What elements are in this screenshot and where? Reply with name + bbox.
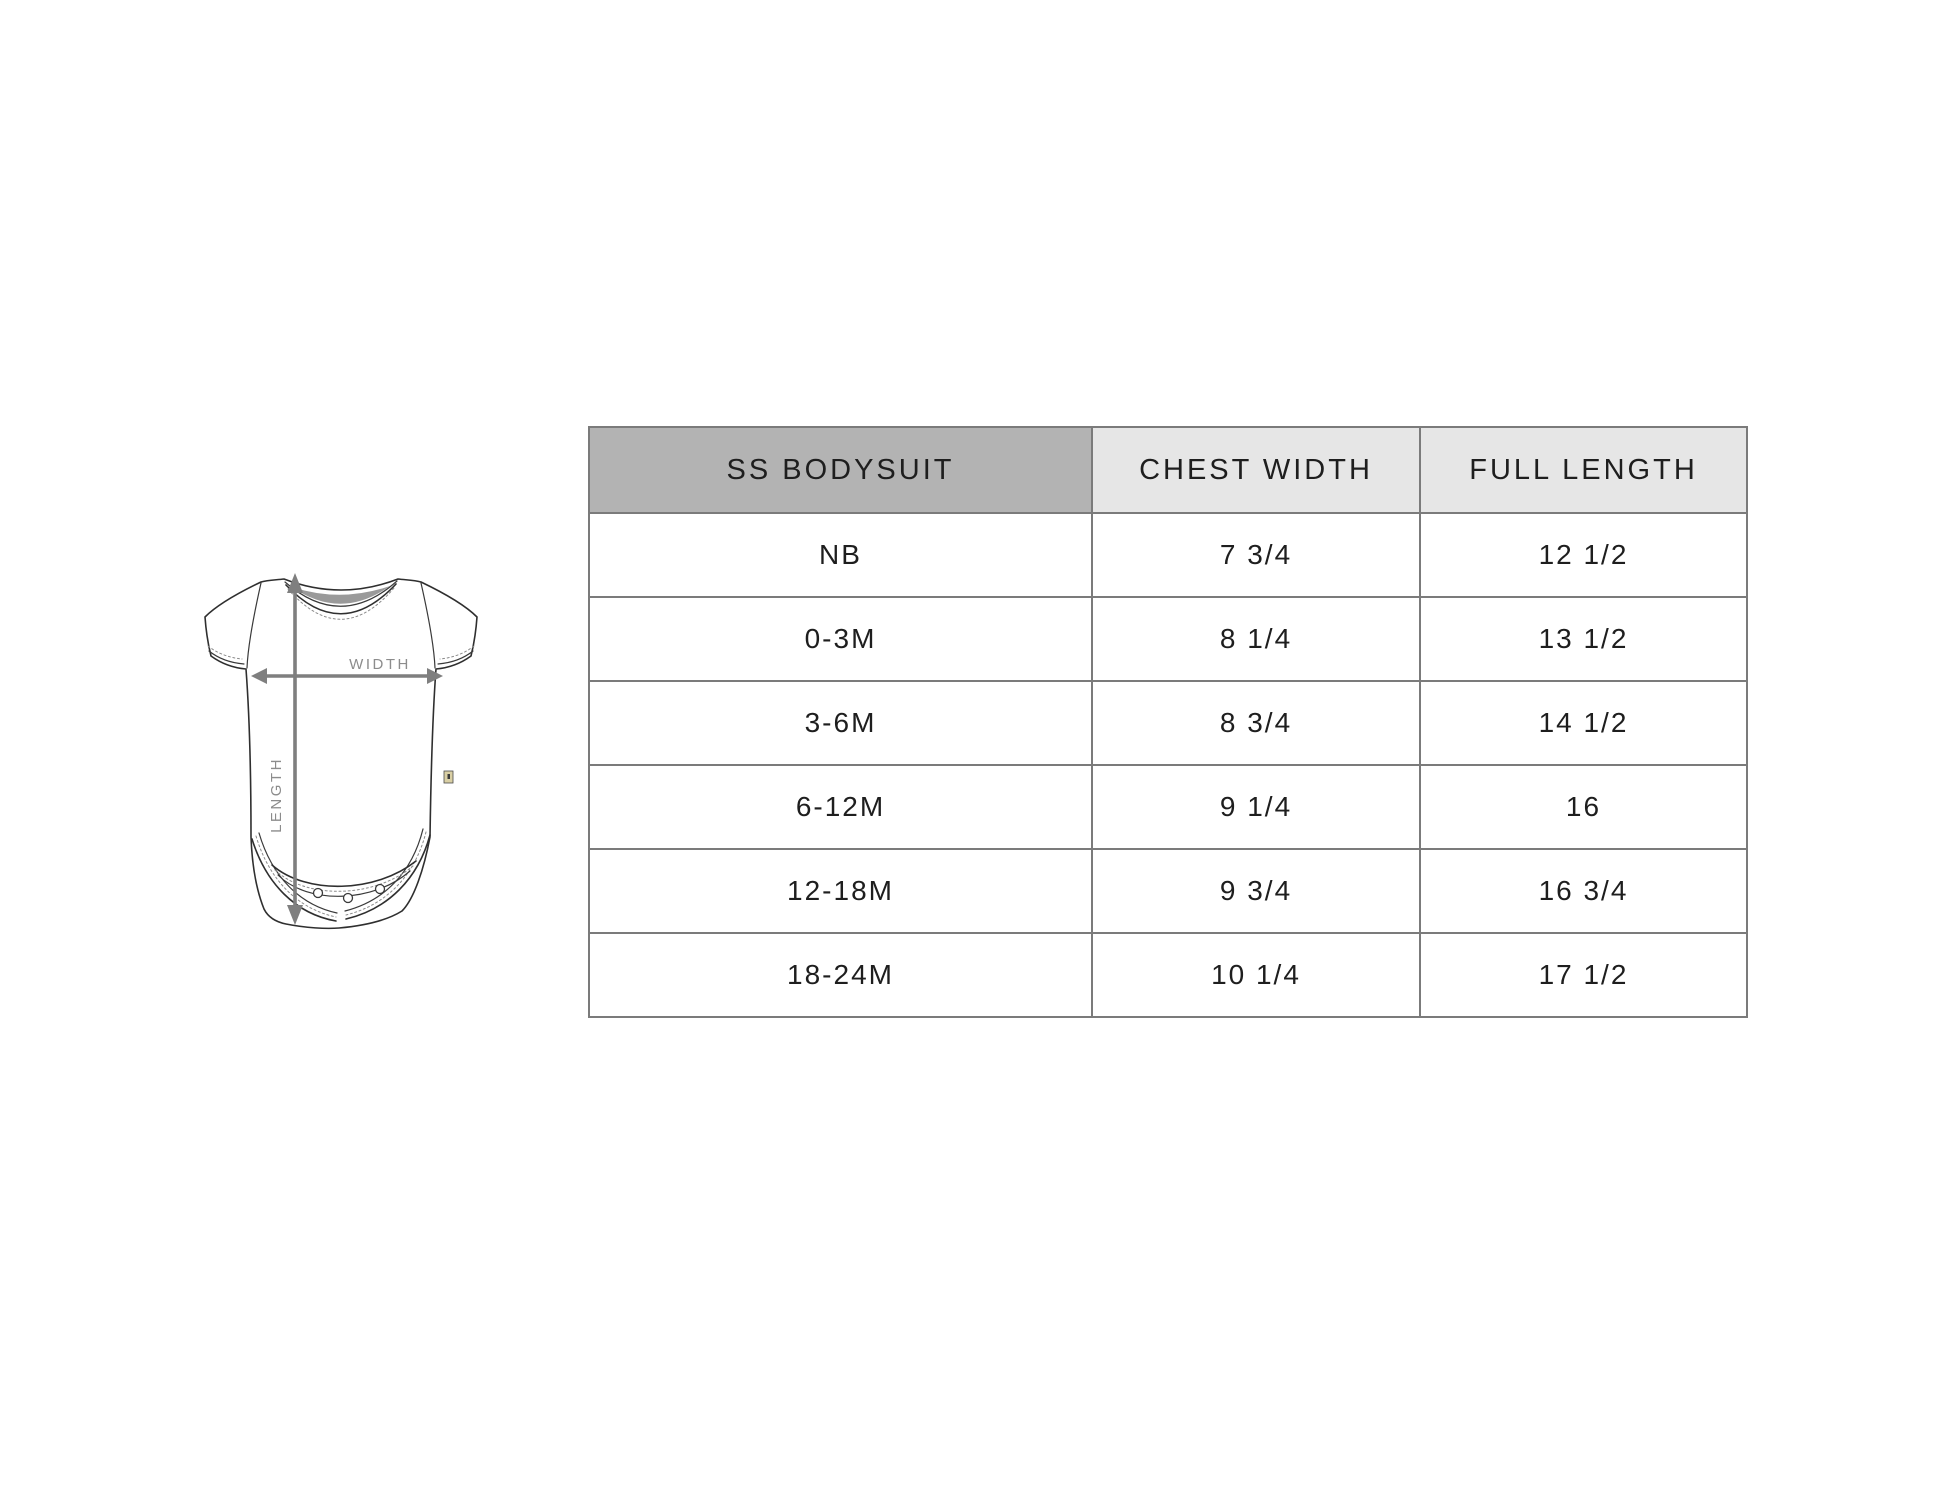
table-row: [589, 513, 1747, 597]
header-full-length: FULL LENGTH: [1420, 427, 1747, 513]
bodysuit-illustration: [196, 569, 488, 943]
width-arrow: [251, 668, 443, 684]
size-cell: 6-12M: [589, 765, 1092, 849]
length-cell: 12 1/2: [1420, 513, 1747, 597]
neckline: [285, 581, 397, 619]
length-cell: 14 1/2: [1420, 681, 1747, 765]
table-header-row: [589, 427, 1747, 513]
width-label: WIDTH: [349, 656, 411, 673]
length-cell: 16: [1420, 765, 1747, 849]
chest-cell: 8 1/4: [1092, 597, 1420, 681]
size-chart-table: [588, 426, 1748, 1018]
garment-tag: [444, 771, 453, 783]
chest-cell: 8 3/4: [1092, 681, 1420, 765]
chest-cell: 9 1/4: [1092, 765, 1420, 849]
header-chest-width: CHEST WIDTH: [1092, 427, 1420, 513]
table-row: [589, 597, 1747, 681]
size-cell: 0-3M: [589, 597, 1092, 681]
length-cell: 17 1/2: [1420, 933, 1747, 1017]
length-arrow: [287, 573, 303, 925]
size-cell: 12-18M: [589, 849, 1092, 933]
header-ss-bodysuit: SS BODYSUIT: [589, 427, 1092, 513]
chest-cell: 9 3/4: [1092, 849, 1420, 933]
size-cell: NB: [589, 513, 1092, 597]
size-cell: 18-24M: [589, 933, 1092, 1017]
bodysuit-outline: [205, 579, 477, 928]
table-row: [589, 765, 1747, 849]
length-cell: 13 1/2: [1420, 597, 1747, 681]
chest-cell: 7 3/4: [1092, 513, 1420, 597]
table-row: [589, 849, 1747, 933]
chest-cell: 10 1/4: [1092, 933, 1420, 1017]
table-row: [589, 933, 1747, 1017]
length-cell: 16 3/4: [1420, 849, 1747, 933]
size-cell: 3-6M: [589, 681, 1092, 765]
table-row: [589, 681, 1747, 765]
crotch-bindings: [252, 829, 430, 921]
length-label: LENGTH: [268, 757, 285, 833]
